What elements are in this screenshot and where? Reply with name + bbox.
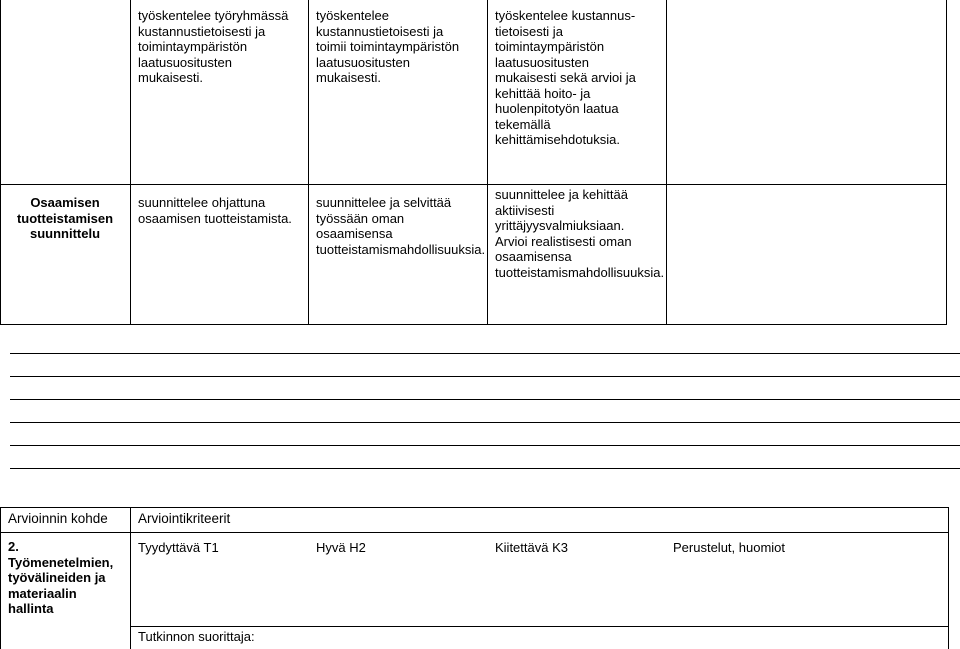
- writing-line: [10, 468, 960, 469]
- writing-line: [10, 422, 960, 423]
- student-signature-label: Tutkinnon suorittaja:: [138, 629, 255, 644]
- row1-col2-cell: työskentelee työryhmässä kustannustietoisesti ja toimintaympäristön laatusuositusten mukaisesti.: [138, 8, 289, 85]
- writing-line: [10, 353, 960, 354]
- writing-line: [10, 445, 960, 446]
- row1-col3-cell: työskentelee kustannustietoisesti ja toimii toimintaympäristön laatusuositusten mukaisesti.: [316, 8, 460, 85]
- writing-line: [10, 399, 960, 400]
- table-border: [0, 184, 947, 185]
- criteria-column-header: Arviointikriteerit: [138, 511, 231, 526]
- row1-col4-cell: työskentelee kustannus-tietoisesti ja toimintaympäristön laatusuositusten mukaisesti sekä arvioi ja kehittää hoito- ja huolenpitotyön laatua tekemällä kehittämisehdotuksia.: [495, 8, 636, 147]
- table-border: [0, 507, 949, 508]
- row2-col4-cell: suunnittelee ja kehittää aktiivisesti yrittäjyysvalmiuksiaan. Arvioi realistisesti oman osaamisensa tuotteistamismahdollisuuksia.: [495, 187, 665, 280]
- level-excellent-label: Kiitettävä K3: [495, 540, 568, 555]
- justification-notes-label: Perustelut, huomiot: [673, 540, 786, 555]
- level-satisfactory-label: Tyydyttävä T1: [138, 540, 219, 555]
- table-border: [666, 0, 667, 325]
- row2-col2-cell: suunnittelee ohjattuna osaamisen tuotteistamista.: [138, 195, 292, 226]
- table-border: [948, 507, 949, 649]
- table-border: [0, 324, 947, 325]
- row2-col3-cell: suunnittelee ja selvittää työssään oman osaamisensa tuotteistamismahdollisuuksia.: [316, 195, 486, 257]
- target-column-header: Arvioinnin kohde: [8, 511, 108, 526]
- level-good-label: Hyvä H2: [316, 540, 366, 555]
- writing-line: [10, 376, 960, 377]
- row2-target-cell: Osaamisen tuotteistamisen suunnittelu: [16, 195, 114, 241]
- table-border: [946, 0, 947, 325]
- table-border: [0, 0, 1, 325]
- assessment-target-cell: 2. Työmenetelmien, työvälineiden ja materiaalin hallinta: [8, 539, 114, 616]
